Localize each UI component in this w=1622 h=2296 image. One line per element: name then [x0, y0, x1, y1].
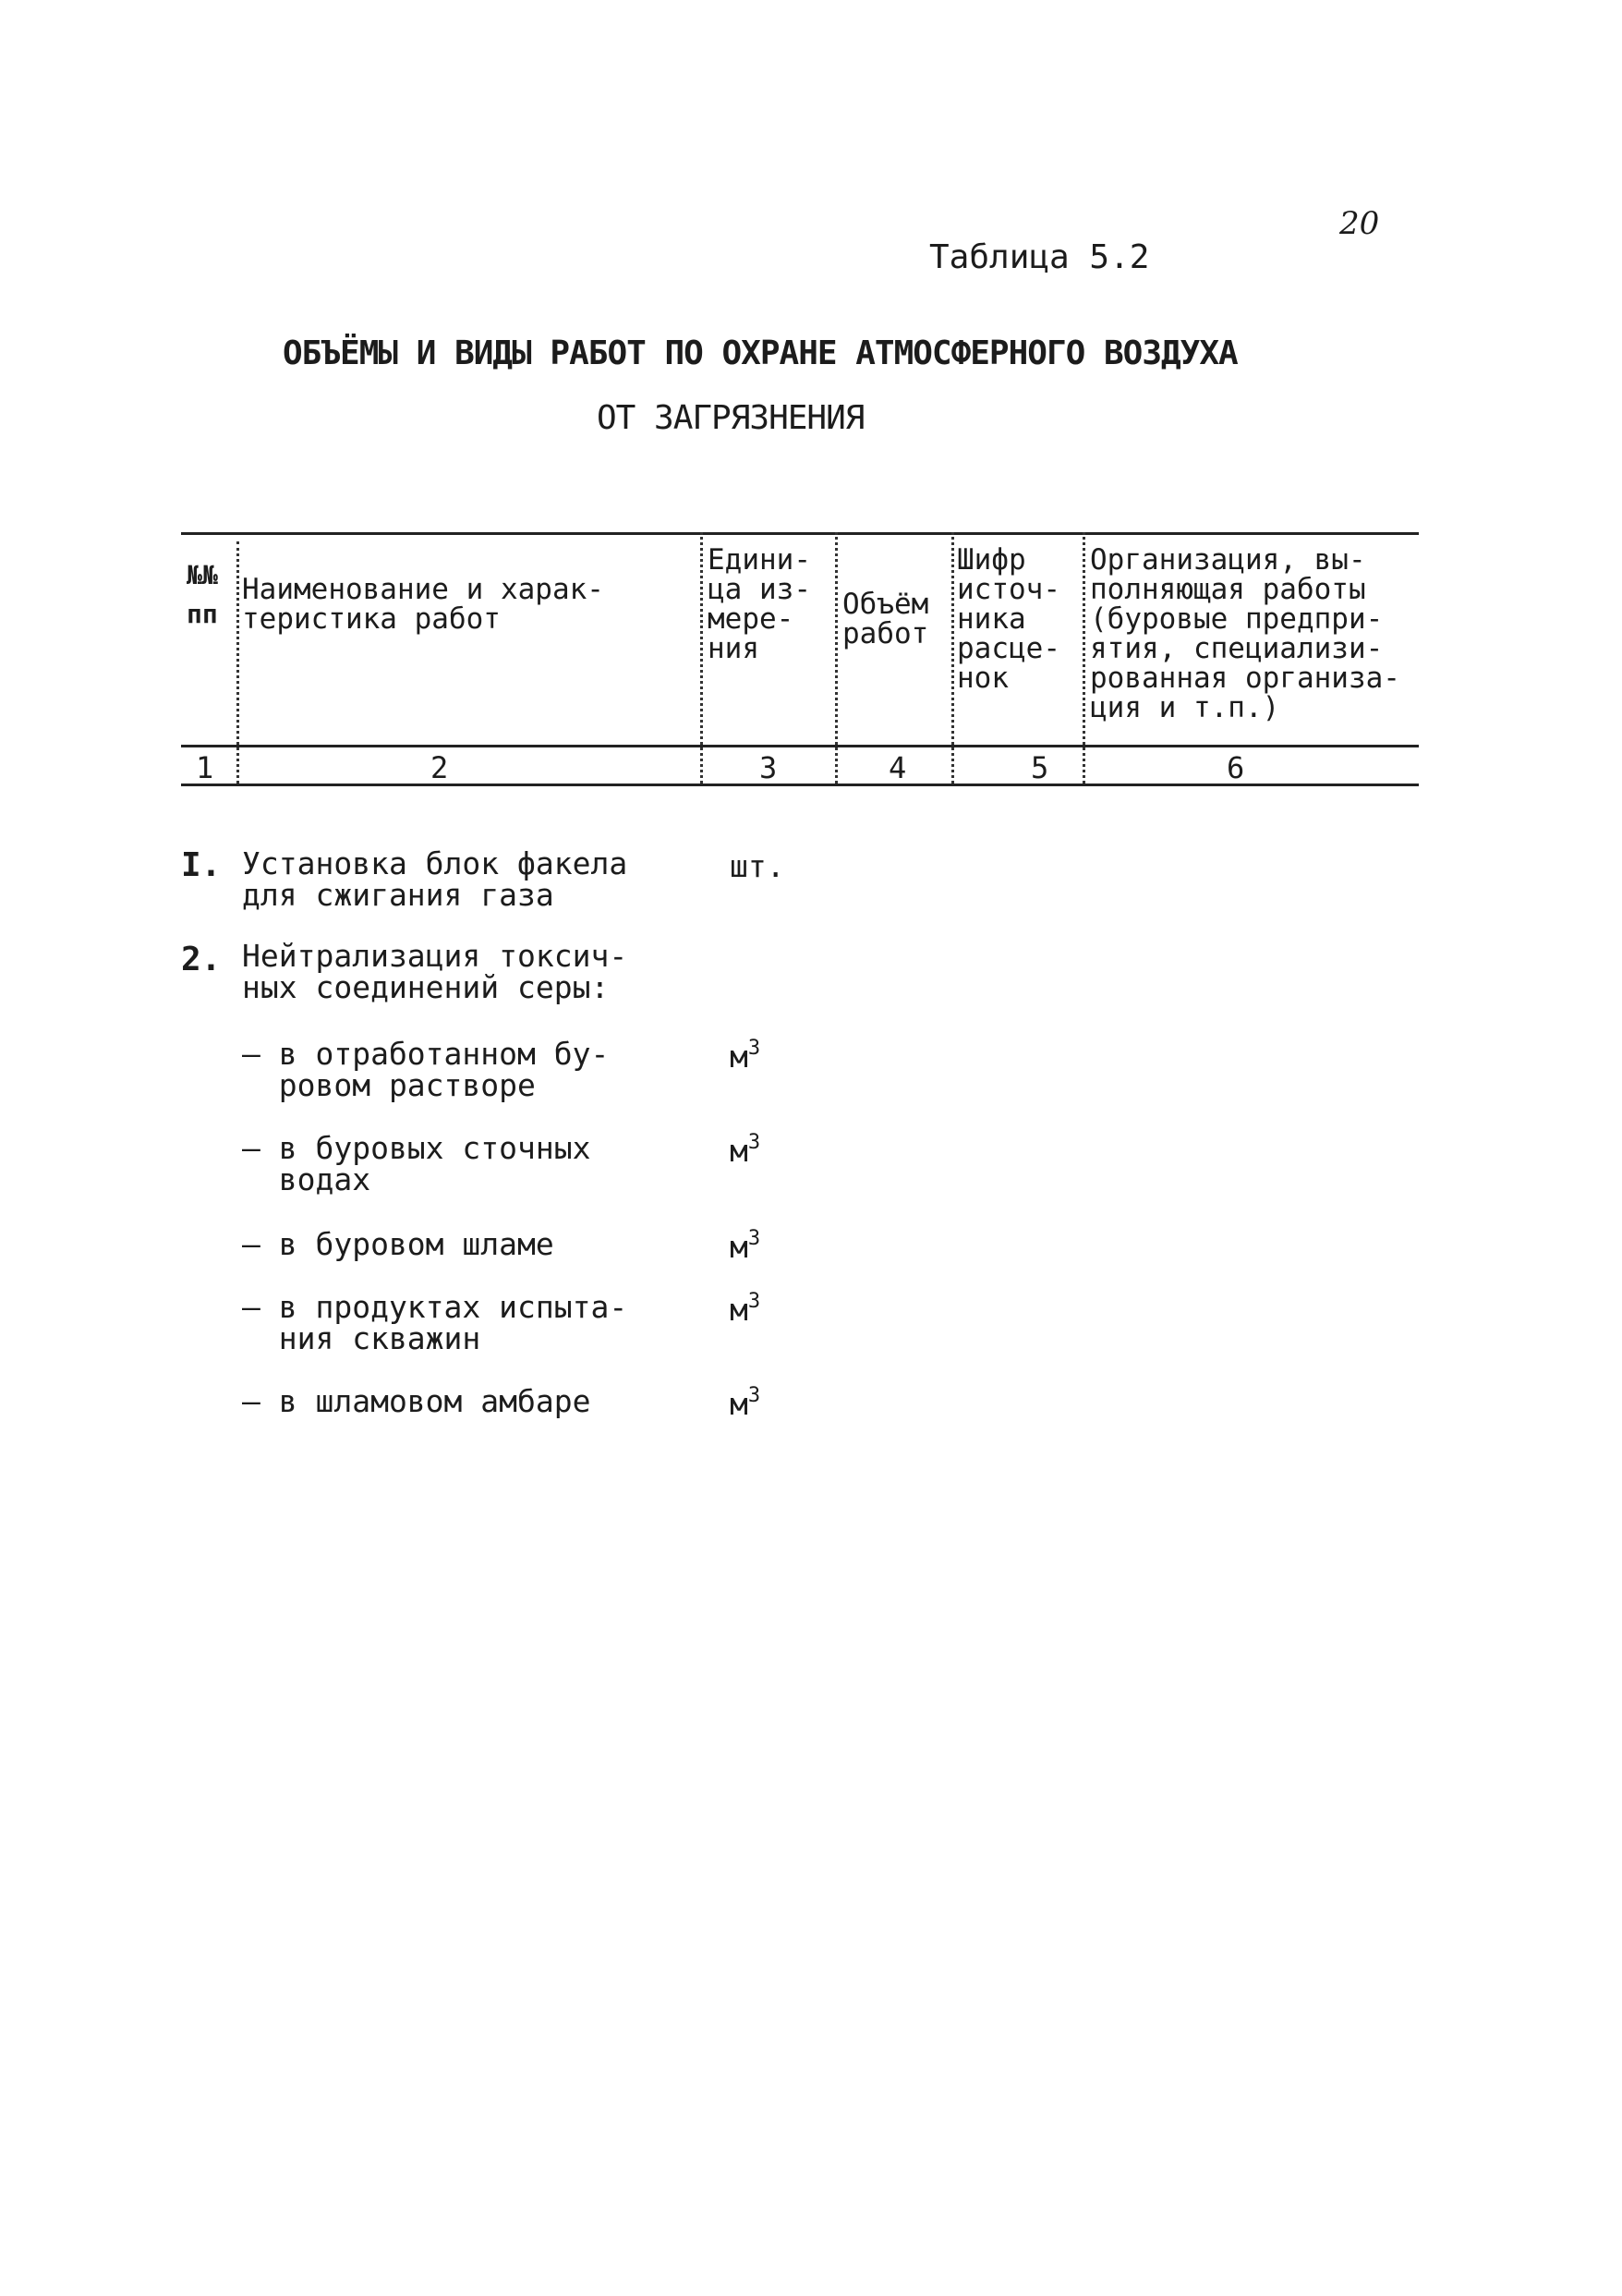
header-cell-organization: Организация, вы- полняющая работы (буровые предпри- ятия, специализи- рованная организа- ция и т.п.) — [1090, 543, 1400, 724]
row-number: 2. — [181, 941, 222, 978]
column-separator — [700, 532, 703, 784]
header-cell-name: Наименование и харак- теристика работ — [242, 573, 604, 636]
row-work-name: – в отработанном бу- ровом растворе — [242, 1036, 610, 1103]
row-work-name: – в шламовом амбаре — [242, 1383, 591, 1419]
column-separator — [835, 532, 838, 784]
row-unit: $м^3$ — [730, 1290, 761, 1328]
row-number: I. — [181, 846, 222, 884]
column-separator — [236, 541, 239, 784]
row-work-name: Установка блок факела для сжигания газа — [242, 845, 628, 913]
row-unit: $м^3$ — [730, 1227, 761, 1265]
table-top-rule — [181, 532, 1419, 535]
header-cell-code: Шифр источ- ника расце- нок — [957, 543, 1060, 695]
column-number: 3 — [759, 750, 778, 785]
column-number: 5 — [1031, 750, 1049, 785]
column-separator — [1083, 532, 1085, 784]
row-unit: $м^3$ — [730, 1037, 761, 1075]
row-work-name: – в буровых сточных водах — [242, 1130, 591, 1197]
row-unit: шт. — [730, 848, 785, 884]
document-title-line1: ОБЪЁМЫ И ВИДЫ РАБОТ ПО ОХРАНЕ АТМОСФЕРНОГО ВОЗДУХА — [283, 334, 1238, 372]
header-cell-unit: Едини- ца из- мере- ния — [708, 543, 811, 665]
row-unit: $м^3$ — [730, 1384, 761, 1422]
document-title-line2: ОТ ЗАГРЯЗНЕНИЯ — [597, 399, 865, 437]
column-number: 6 — [1227, 750, 1245, 785]
row-work-name: – в продуктах испыта- ния скважин — [242, 1289, 628, 1356]
page-number: 20 — [1339, 205, 1380, 242]
column-separator — [951, 532, 954, 784]
row-work-name: – в буровом шламе — [242, 1226, 554, 1262]
header-cell-number: №№ пп — [187, 560, 218, 629]
table-label: Таблица 5.2 — [929, 238, 1150, 276]
header-cell-volume: Объём работ — [842, 588, 929, 650]
header-bottom-rule — [181, 745, 1419, 747]
column-number: 2 — [430, 750, 449, 785]
row-work-name: Нейтрализация токсич- ных соединений серы: — [242, 938, 628, 1005]
column-number: 1 — [196, 750, 214, 785]
row-unit: $м^3$ — [730, 1131, 761, 1169]
column-number: 4 — [889, 750, 907, 785]
